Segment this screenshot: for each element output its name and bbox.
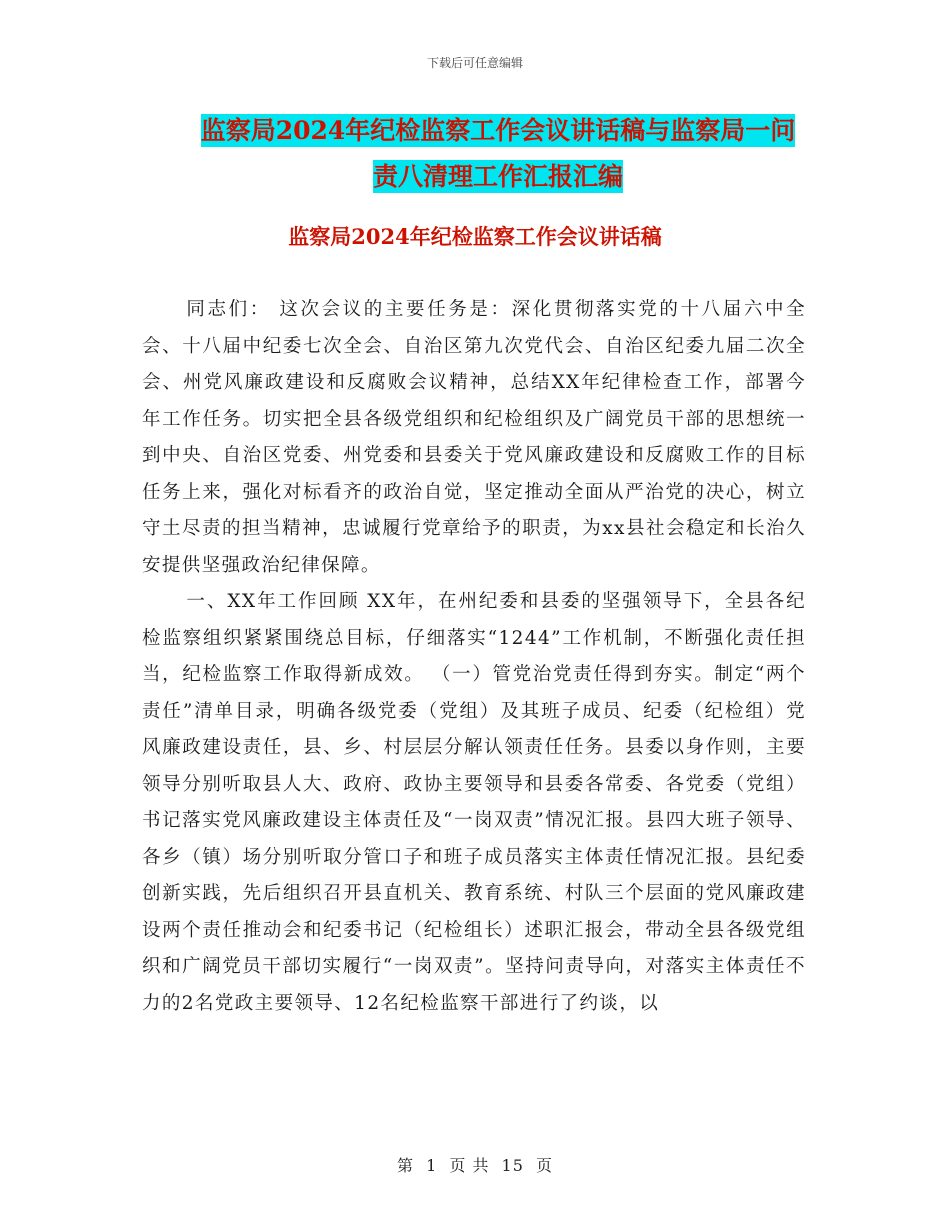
document-title-line-2: 责八清理工作汇报汇编 <box>372 162 623 191</box>
document-title-line-1: 监察局2024年纪检监察工作会议讲话稿与监察局一问 <box>200 116 796 145</box>
page-label-suffix: 页 <box>536 1156 554 1175</box>
body-paragraph-2: 一、XX年工作回顾 XX年，在州纪委和县委的坚强领导下，全县各纪检监察组织紧紧围绕总目标，仔细落实“1244”工作机制，不断强化责任担当，纪检监察工作取得新成效。 （一）管党治党责任得到夯实。制定“两个责任”清单目录，明确各级党委（党组）及其班子成员、纪委（纪检组）党风廉政建设责任，县、乡、村层层分解认领责任任务。县委以身作则，主要领导分别听取县人大、政府、政协主要领导和县委各常委、各党委（党组）书记落实党风廉政建设主体责任及“一岗双责”情况汇报。县四大班子领导、各乡（镇）场分别听取分管口子和班子成员落实主体责任情况汇报。县纪委创新实践，先后组织召开县直机关、教育系统、村队三个层面的党风廉政建设两个责任推动会和纪委书记（纪检组长）述职汇报会，带动全县各级党组织和广阔党员干部切实履行“一岗双责”。坚持问责导向，对落实主体责任不力的2名党政主要领导、12名纪检监察干部进行了约谈，以 <box>142 591 806 1014</box>
page-header-note: 下载后可任意编辑 <box>426 56 523 70</box>
page-label-prefix: 第 <box>396 1156 414 1175</box>
page-label-middle: 页 共 <box>449 1156 490 1175</box>
section-title: 监察局2024年纪检监察工作会议讲话稿 <box>288 224 662 249</box>
document-title <box>188 108 808 200</box>
document-body <box>142 292 806 1022</box>
page-total: 15 <box>501 1156 524 1175</box>
body-paragraph-1: 同志们： 这次会议的主要任务是：深化贯彻落实党的十八届六中全会、十八届中纪委七次全会、自治区第九次党代会、自治区纪委九届二次全会、州党风廉政建设和反腐败会议精神，总结XX年纪律检查工作，部署今年工作任务。切实把全县各级党组织和纪检组织及广阔党员干部的思想统一到中央、自治区党委、州党委和县委关于党风廉政建设和反腐败工作的目标任务上来，强化对标看齐的政治自觉，坚定推动全面从严治党的决心，树立守土尽责的担当精神，忠诚履行党章给予的职责，为xx县社会稳定和长治久安提供坚强政治纪律保障。 <box>142 299 806 576</box>
page-current: 1 <box>426 1156 438 1175</box>
page-number-footer <box>0 1153 950 1176</box>
